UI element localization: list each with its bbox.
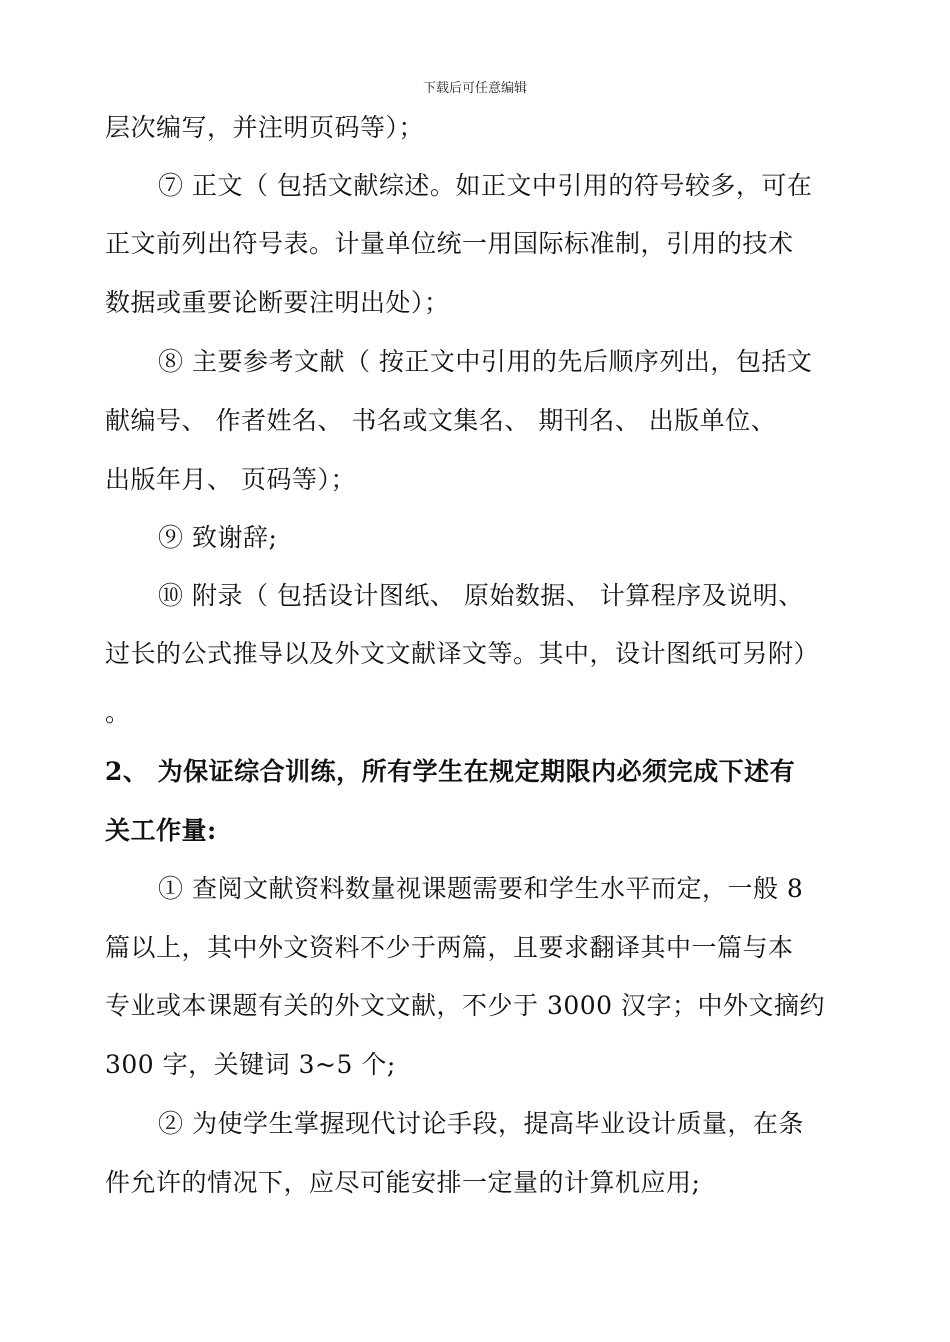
text-line-4: 数据或重要论断要注明出处）； [105, 288, 450, 317]
text-line-13: 篇以上，其中外文资料不少于两篇，且要求翻译其中一篇与本 [105, 933, 794, 962]
text-line-5: ⑧ 主要参考文献（ 按正文中引用的先后顺序列出，包括文 [158, 347, 813, 376]
text-line-14: 专业或本课题有关的外文文献，不少于 3000 汉字；中外文摘约 [105, 991, 826, 1020]
text-line-10: 过长的公式推导以及外文文献译文等。其中，设计图纸可另附） [105, 639, 820, 668]
section-heading-line-2: 关工作量: [105, 816, 217, 845]
text-line-3: 正文前列出符号表。计量单位统一用国际标准制，引用的技术 [105, 229, 794, 258]
section-heading-line-1: 2、 为保证综合训练，所有学生在规定期限内必须完成下述有 [105, 757, 796, 786]
text-line-17: 件允许的情况下，应尽可能安排一定量的计算机应用; [105, 1168, 701, 1197]
text-line-9: ⑩ 附录（ 包括设计图纸、 原始数据、 计算程序及说明、 [158, 581, 804, 610]
text-line-15: 300 字，关键词 3~5 个; [105, 1050, 396, 1079]
page-header: 下载后可任意编辑 [422, 81, 527, 96]
text-line-7: 出版年月、 页码等）； [105, 465, 356, 494]
text-line-16: ② 为使学生掌握现代讨论手段，提高毕业设计质量，在条 [158, 1109, 804, 1138]
text-line-1: 层次编写，并注明页码等）； [105, 113, 425, 142]
text-line-12: ① 查阅文献资料数量视课题需要和学生水平而定，一般 8 [158, 874, 804, 903]
text-line-6: 献编号、 作者姓名、 书名或文集名、 期刊名、 出版单位、 [105, 406, 777, 435]
text-line-2: ⑦ 正文（ 包括文献综述。如正文中引用的符号较多，可在 [158, 171, 813, 200]
text-line-8: ⑨ 致谢辞; [158, 523, 278, 552]
text-line-11: 。 [105, 698, 131, 727]
